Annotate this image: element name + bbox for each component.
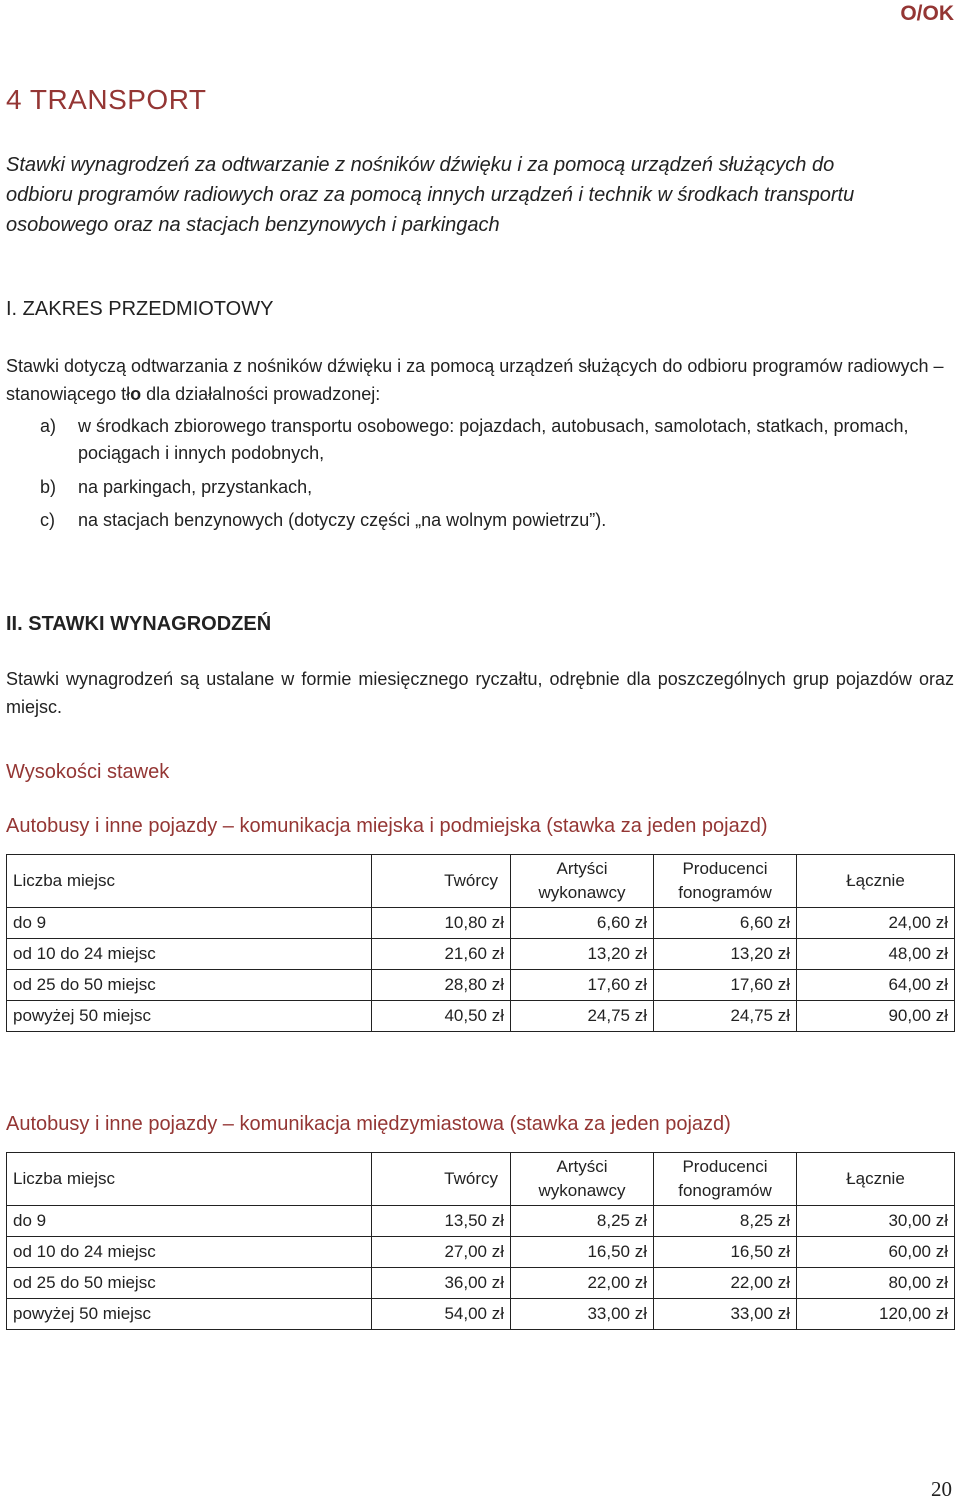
cell-seats: powyżej 50 miejsc (7, 1299, 372, 1330)
cell-total: 48,00 zł (797, 939, 955, 970)
cell-authors: 10,80 zł (372, 908, 511, 939)
scope-paragraph-text-2: dla działalności prowadzonej: (141, 384, 381, 404)
cell-seats: do 9 (7, 1206, 372, 1237)
scope-paragraph (6, 352, 954, 408)
col-header-producers (654, 855, 797, 908)
cell-performers: 17,60 zł (511, 970, 654, 1001)
table-row (7, 939, 955, 970)
cell-total: 60,00 zł (797, 1237, 955, 1268)
cell-performers: 13,20 zł (511, 939, 654, 970)
table-row (7, 1299, 955, 1330)
rates-paragraph: Stawki wynagrodzeń są ustalane w formie miesięcznego ryczałtu, odrębnie dla poszczególnych grup pojazdów oraz miejsc. (6, 669, 954, 717)
rates-subheading: Wysokości stawek (6, 761, 170, 783)
list-marker: b) (40, 477, 57, 497)
cell-authors: 21,60 zł (372, 939, 511, 970)
cell-seats: od 10 do 24 miejsc (7, 939, 372, 970)
cell-authors: 40,50 zł (372, 1001, 511, 1032)
cell-performers: 8,25 zł (511, 1206, 654, 1237)
list-marker: c) (40, 510, 55, 530)
cell-authors: 54,00 zł (372, 1299, 511, 1330)
cell-producers: 8,25 zł (654, 1206, 797, 1237)
col-header-performers (511, 855, 654, 908)
table1-title: Autobusy i inne pojazdy – komunikacja miejska i podmiejska (stawka za jeden pojazd) (6, 815, 768, 837)
col-header-performers (511, 1153, 654, 1206)
table-row (7, 1268, 955, 1299)
table-row (7, 908, 955, 939)
col-header-performers-line2: wykonawcy (538, 1181, 626, 1200)
list-marker: a) (40, 416, 57, 436)
cell-performers: 33,00 zł (511, 1299, 654, 1330)
col-header-producers-line1: Producenci (682, 1157, 768, 1176)
col-header-producers (654, 1153, 797, 1206)
cell-total: 90,00 zł (797, 1001, 955, 1032)
cell-performers: 24,75 zł (511, 1001, 654, 1032)
col-header-performers-line2: wykonawcy (538, 883, 626, 902)
list-item-text: w środkach zbiorowego transportu osobowego: pojazdach, autobusach, samolotach, statkach, promach, pociągach i innych podobnych, (78, 416, 909, 463)
cell-seats: od 25 do 50 miejsc (7, 970, 372, 1001)
cell-performers: 6,60 zł (511, 908, 654, 939)
cell-total: 30,00 zł (797, 1206, 955, 1237)
col-header-producers-line1: Producenci (682, 859, 768, 878)
scope-paragraph-bold: o (130, 384, 142, 404)
cell-authors: 27,00 zł (372, 1237, 511, 1268)
cell-seats: od 10 do 24 miejsc (7, 1237, 372, 1268)
cell-seats: do 9 (7, 908, 372, 939)
rates-table-intercity (6, 1152, 955, 1330)
table-row (7, 1206, 955, 1237)
cell-total: 80,00 zł (797, 1268, 955, 1299)
cell-producers: 13,20 zł (654, 939, 797, 970)
cell-producers: 6,60 zł (654, 908, 797, 939)
col-header-authors: Twórcy (372, 1153, 511, 1206)
col-header-authors: Twórcy (372, 855, 511, 908)
cell-producers: 16,50 zł (654, 1237, 797, 1268)
section-scope-heading: I. ZAKRES PRZEDMIOTOWY (6, 298, 274, 320)
col-header-total: Łącznie (797, 1153, 955, 1206)
chapter-heading: 4 TRANSPORT (6, 84, 207, 115)
cell-producers: 17,60 zł (654, 970, 797, 1001)
cell-producers: 33,00 zł (654, 1299, 797, 1330)
list-item-text: na parkingach, przystankach, (78, 477, 313, 497)
table2-title: Autobusy i inne pojazdy – komunikacja międzymiastowa (stawka za jeden pojazd) (6, 1113, 731, 1135)
document-code: O/OK (900, 2, 954, 25)
cell-producers: 22,00 zł (654, 1268, 797, 1299)
table-row (7, 1237, 955, 1268)
cell-authors: 28,80 zł (372, 970, 511, 1001)
col-header-producers-line2: fonogramów (678, 1181, 772, 1200)
table-row (7, 1001, 955, 1032)
cell-producers: 24,75 zł (654, 1001, 797, 1032)
cell-authors: 36,00 zł (372, 1268, 511, 1299)
page-number: 20 (931, 1477, 952, 1501)
cell-total: 24,00 zł (797, 908, 955, 939)
col-header-total: Łącznie (797, 855, 955, 908)
rates-table-city (6, 854, 955, 1032)
col-header-performers-line1: Artyści (556, 1157, 608, 1176)
cell-total: 64,00 zł (797, 970, 955, 1001)
cell-performers: 16,50 zł (511, 1237, 654, 1268)
cell-total: 120,00 zł (797, 1299, 955, 1330)
cell-seats: od 25 do 50 miejsc (7, 1268, 372, 1299)
col-header-performers-line1: Artyści (556, 859, 608, 878)
scope-paragraph-text-1: Stawki dotyczą odtwarzania z nośników dźwięku i za pomocą urządzeń służących do odbioru programów radiowych – stanowiącego tł (6, 356, 944, 404)
table-row (7, 970, 955, 1001)
col-header-seats: Liczba miejsc (7, 855, 372, 908)
cell-seats: powyżej 50 miejsc (7, 1001, 372, 1032)
chapter-intro: Stawki wynagrodzeń za odtwarzanie z nośników dźwięku i za pomocą urządzeń służących do odbioru programów radiowych oraz za pomocą innych urządzeń i technik w środkach transportu osobowego oraz na stacjach benzynowych i parkingach (6, 154, 855, 236)
list-item-text: na stacjach benzynowych (dotyczy części „na wolnym powietrzu”). (78, 510, 607, 530)
cell-authors: 13,50 zł (372, 1206, 511, 1237)
table-header-row (7, 855, 955, 908)
cell-performers: 22,00 zł (511, 1268, 654, 1299)
table-header-row (7, 1153, 955, 1206)
col-header-seats: Liczba miejsc (7, 1153, 372, 1206)
col-header-producers-line2: fonogramów (678, 883, 772, 902)
section-rates-heading: II. STAWKI WYNAGRODZEŃ (6, 613, 272, 635)
